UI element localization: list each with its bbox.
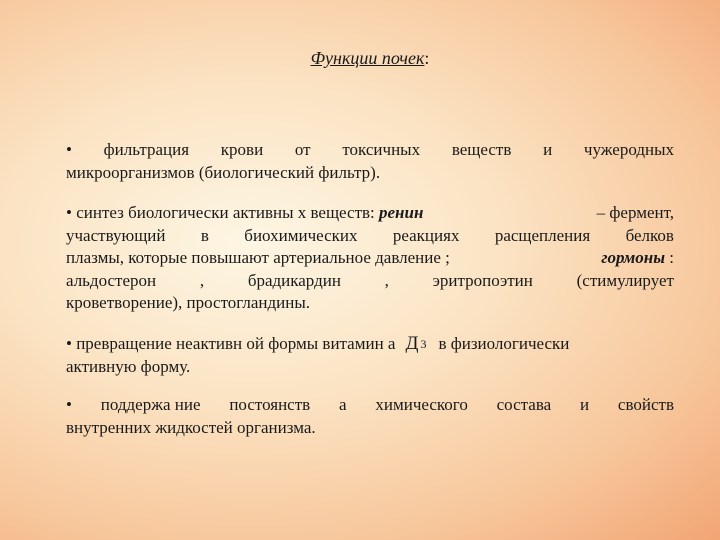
paragraph-vitamin bbox=[66, 333, 674, 378]
text: : bbox=[665, 248, 674, 267]
text: внутренних жидкостей организма. bbox=[66, 417, 316, 437]
paragraph-line bbox=[66, 139, 674, 162]
word: чужеродных bbox=[583, 140, 674, 159]
paragraph-line bbox=[66, 270, 674, 293]
text: активную форму. bbox=[66, 356, 191, 376]
vitamin-d-symbol: Д bbox=[405, 333, 419, 354]
text-segment bbox=[601, 247, 674, 270]
paragraph-line bbox=[66, 356, 674, 379]
paragraph-filtration bbox=[66, 139, 674, 184]
paragraph-synthesis bbox=[66, 202, 674, 315]
word: поддержа ние bbox=[100, 395, 201, 414]
word: участвующий bbox=[66, 225, 166, 245]
text-segment bbox=[66, 202, 423, 225]
word: от bbox=[294, 140, 311, 159]
title-colon: : bbox=[424, 48, 430, 68]
word: (стимулирует bbox=[576, 270, 674, 290]
word: химического bbox=[375, 395, 468, 414]
bullet: • bbox=[66, 140, 72, 159]
text: кроветворение), простогландины. bbox=[66, 293, 311, 312]
word: фильтрация bbox=[103, 140, 190, 159]
paragraph-line bbox=[66, 225, 674, 248]
paragraph-line bbox=[66, 417, 674, 440]
word: брадикардин bbox=[247, 270, 341, 290]
text: • синтез биологически активны х веществ: bbox=[66, 203, 379, 222]
text: плазмы, которые повышают артериальное давление ; bbox=[66, 248, 450, 267]
text: в физиологически bbox=[438, 334, 570, 353]
word: белков bbox=[625, 225, 674, 245]
text: – фермент, bbox=[596, 203, 674, 222]
hormones-term: гормоны bbox=[601, 248, 666, 267]
word: биохимических bbox=[244, 225, 358, 245]
paragraph-line bbox=[66, 162, 674, 185]
word: расщепления bbox=[494, 225, 591, 245]
text: • превращение неактивн ой формы витамин а bbox=[66, 334, 396, 353]
word: веществ bbox=[451, 140, 512, 159]
bullet: • bbox=[66, 395, 72, 414]
paragraph-line bbox=[66, 292, 674, 315]
word: альдостерон bbox=[66, 270, 157, 290]
word: , bbox=[384, 270, 389, 290]
text: микроорганизмов (биологический фильтр). bbox=[66, 162, 381, 182]
word: состава bbox=[496, 395, 552, 414]
word: а bbox=[339, 395, 347, 414]
title-text: Функции почек bbox=[310, 48, 425, 68]
slide-title bbox=[0, 48, 720, 69]
paragraph-line bbox=[66, 202, 674, 225]
word: и bbox=[543, 140, 553, 159]
word: постоянств bbox=[229, 395, 311, 414]
word: свойств bbox=[617, 395, 674, 414]
paragraph-line bbox=[66, 247, 674, 270]
word: в bbox=[200, 225, 209, 245]
vitamin-d-subscript: 3 bbox=[420, 337, 427, 351]
word: , bbox=[199, 270, 205, 290]
word: реакциях bbox=[392, 225, 460, 245]
paragraph-homeostasis bbox=[66, 394, 674, 439]
paragraph-line bbox=[66, 333, 674, 356]
word: токсичных bbox=[342, 140, 421, 159]
renin-term: ренин bbox=[379, 203, 424, 222]
word: и bbox=[580, 395, 590, 414]
paragraph-line bbox=[66, 394, 674, 417]
word: эритропоэтин bbox=[432, 270, 533, 290]
word: крови bbox=[220, 140, 264, 159]
